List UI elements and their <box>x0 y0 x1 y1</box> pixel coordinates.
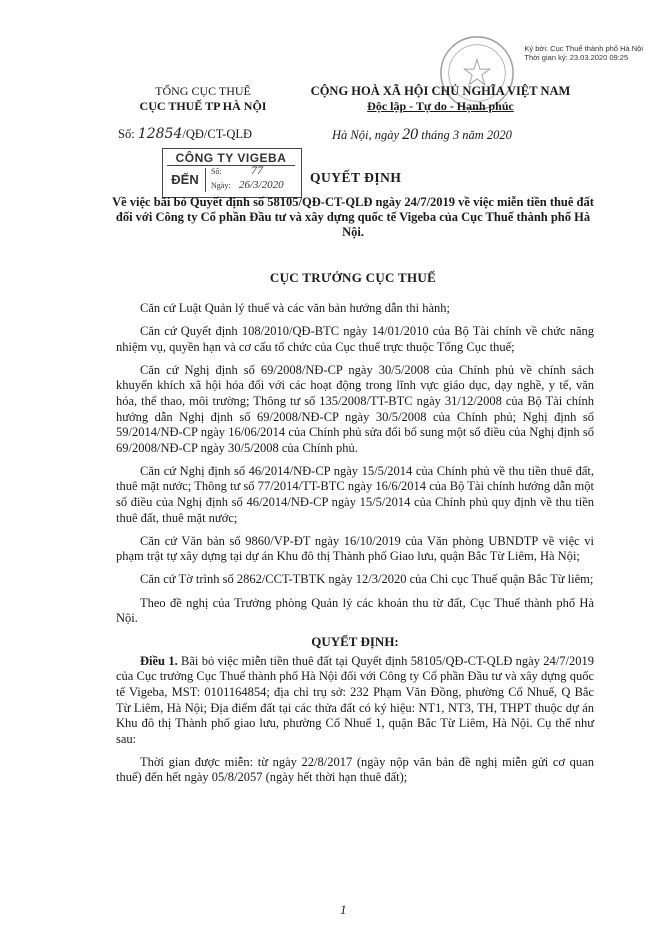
digital-signature <box>524 44 643 62</box>
decision-heading: QUYẾT ĐỊNH: <box>311 634 399 650</box>
doc-number-handwritten: 12854 <box>137 126 183 142</box>
page-number: 1 <box>340 902 347 917</box>
receipt-so-label: Số: <box>211 167 222 176</box>
national-header <box>298 84 583 114</box>
signature-time: Thời gian ký: 23.03.2020 09:25 <box>524 53 629 62</box>
receipt-ngay-value: 26/3/2020 <box>239 179 284 191</box>
signature-signer: Ký bởi: Cục Thuế thành phố Hà Nội <box>524 44 643 53</box>
legal-basis-paragraph: Căn cứ Nghị định số 69/2008/NĐ-CP ngày 30/5/2008 của Chính phủ về chính sách khuyến khích xã hội hóa đối với các hoạt động trong lĩnh vực giáo dục, dạy nghề, y tế, văn hóa, thể thao, môi trường; Thông tư số 135/2008/TT-BTC ngày 31/12/2008 của Bộ Tài chính hướng dẫn Nghị định số 69/2008/NĐ-CP ngày 30/5/2008 của Chính phủ; Nghị định số 59/2014/NĐ-CP ngày 16/06/2014 của Chính phủ sửa đổi bổ sung một số điều của Nghị định số 69/2008/NĐ-CP ngày 30/5/2008 của Chính phủ. <box>116 362 594 455</box>
article-1-label: Điều 1. <box>140 653 178 668</box>
agency-name: CỤC THUẾ TP HÀ NỘI <box>139 99 267 113</box>
country-name: CỘNG HOÀ XÃ HỘI CHỦ NGHĨA VIỆT NAM <box>310 84 571 98</box>
receipt-ngay-label: Ngày: <box>211 181 231 190</box>
authority-heading: CỤC TRƯỞNG CỤC THUẾ <box>269 270 437 285</box>
issue-date: Hà Nội, ngày 20 tháng 3 năm 2020 <box>332 126 512 143</box>
issuing-agency <box>118 84 288 114</box>
article-1-text: Bãi bỏ việc miễn tiền thuê đất tại Quyết định 58105/QĐ-CT-QLĐ ngày 24/7/2019 của Cục trưởng Cục Thuế thành phố Hà Nội đối với Công ty Cổ phần Đầu tư và xây dựng quốc tế Vigeba, MST: 0101164854; địa chỉ trụ sở: 232 Phạm Văn Đồng, phường Cổ Nhuế, Q Bắc Từ Liêm, Hà Nội; Địa điểm đất tại các thửa đất có ký hiệu: NT1, NT3, TH, THPT thuộc dự án Khu đô thị Thành phố giao lưu, phường Cổ Nhuế 1, quận Bắc Từ Liêm, Hà Nội. Cụ thể như sau: <box>116 653 594 746</box>
receipt-den: ĐẾN <box>165 168 206 192</box>
legal-basis-paragraph: Căn cứ Luật Quản lý thuế và các văn bản hướng dẫn thi hành; <box>140 301 450 315</box>
receipt-company: CÔNG TY VIGEBA <box>167 151 295 166</box>
agency-top: TỔNG CỤC THUẾ <box>155 84 251 98</box>
receipt-stamp <box>162 148 302 198</box>
document-subject: Về việc bãi bỏ Quyết định số 58105/QĐ-CT-QLĐ ngày 24/7/2019 về việc miễn tiền thuê đất đối với Công ty Cổ phần Đầu tư và xây dựng quốc tế Vigeba của Cục Thuế thành phố Hà Nội. <box>112 195 594 239</box>
article-1-detail: Thời gian được miễn: từ ngày 22/8/2017 (ngày nộp văn bản đề nghị miễn gửi cơ quan thuế) đến hết ngày 05/8/2057 (ngày hết thời hạn thuê đất); <box>116 754 594 785</box>
legal-basis-paragraph: Căn cứ Văn bản số 9860/VP-ĐT ngày 16/10/2019 của Văn phòng UBNDTP về việc vi phạm trật tự xây dựng tại dự án Khu đô thị Thành phố Giao lưu, quận Bắc Từ Liêm, Hà Nội; <box>116 533 594 564</box>
date-day-handwritten: 20 <box>402 126 419 143</box>
legal-basis-paragraph: Theo đề nghị của Trưởng phòng Quản lý các khoản thu từ đất, Cục Thuế thành phố Hà Nội. <box>116 595 594 626</box>
national-motto: Độc lập - Tự do - Hạnh phúc <box>367 99 514 113</box>
legal-basis-paragraph: Căn cứ Nghị định số 46/2014/NĐ-CP ngày 15/5/2014 của Chính phủ về thu tiền thuê đất, thuê mặt nước; Thông tư số 77/2014/TT-BTC ngày 16/6/2014 của Bộ Tài chính hướng dẫn một số điều của Nghị định số 46/2014/NĐ-CP ngày 15/5/2014 của Chính phủ quy định về thu tiền thuê đất, thuê mặt nước; <box>116 463 594 525</box>
document-number: Số: 12854/QĐ/CT-QLĐ <box>118 126 253 142</box>
document-body <box>116 301 594 794</box>
article-1 <box>116 654 594 748</box>
legal-basis-paragraph: Căn cứ Tờ trình số 2862/CCT-TBTK ngày 12/3/2020 của Chi cục Thuế quận Bắc Từ liêm; <box>140 572 594 587</box>
legal-basis-paragraph: Căn cứ Quyết định 108/2010/QĐ-BTC ngày 14/01/2010 của Bộ Tài chính về chức năng nhiệm vụ, quyền hạn và cơ cấu tổ chức của Cục thuế trực thuộc Tổng Cục thuế; <box>116 324 594 354</box>
receipt-so-value: 77 <box>251 163 263 177</box>
document-title: QUYẾT ĐỊNH <box>310 170 402 185</box>
